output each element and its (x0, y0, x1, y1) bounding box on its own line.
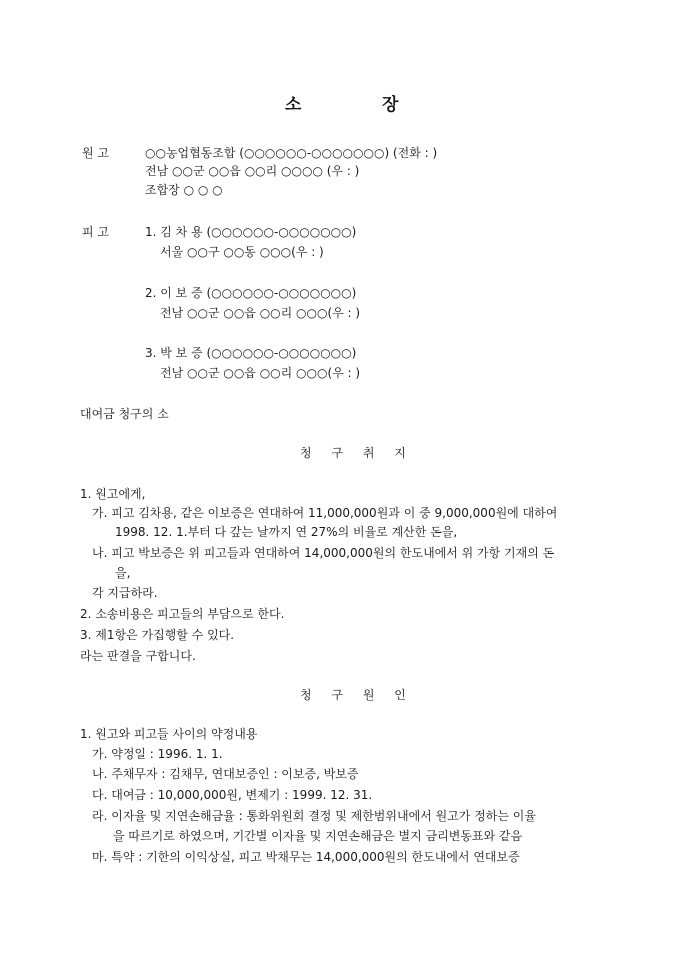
claim-purpose-line: 가. 피고 김차용, 같은 이보증은 연대하여 11,000,000원과 이 중 9,000,000원에 대하여 (92, 506, 558, 520)
plaintiff-representative: 조합장 ○ ○ ○ (145, 183, 223, 197)
claim-cause-heading: 청 구 원 인 (300, 688, 414, 702)
title-char-2: 장 (382, 95, 399, 115)
plaintiff-label: 원 고 (82, 146, 109, 160)
claim-purpose-heading: 청 구 취 지 (300, 446, 414, 460)
claim-cause-line: 을 따르기로 하였으며, 기간별 이자율 및 지연손해금은 별지 금리변동표와 같음 (113, 829, 523, 843)
claim-purpose-line: 3. 제1항은 가집행할 수 있다. (80, 628, 235, 642)
claim-cause-line: 1. 원고와 피고들 사이의 약정내용 (80, 727, 258, 741)
defendant-3-address: 전남 ○○군 ○○읍 ○○리 ○○○(우 : ) (160, 366, 361, 380)
claim-purpose-line: 1998. 12. 1.부터 다 갚는 날까지 연 27%의 비율로 계산한 돈을, (115, 525, 458, 539)
claim-purpose-line: 2. 소송비용은 피고들의 부담으로 한다. (80, 607, 285, 621)
claim-cause-line: 다. 대여금 : 10,000,000원, 변제기 : 1999. 12. 31. (92, 788, 373, 802)
defendant-2-address: 전남 ○○군 ○○읍 ○○리 ○○○(우 : ) (160, 306, 361, 320)
defendant-1-name: 1. 김 차 용 (○○○○○○-○○○○○○○) (145, 225, 357, 239)
title-char-1: 소 (285, 95, 302, 115)
claim-cause-line: 라. 이자율 및 지연손해금율 : 통화위원회 결정 및 제한범위내에서 원고가 정하는 이율 (92, 809, 536, 823)
plaintiff-name: ○○농업협동조합 (○○○○○○-○○○○○○○) (전화 : ) (145, 146, 438, 160)
claim-cause-line: 나. 주채무자 : 김채무, 연대보증인 : 이보증, 박보증 (92, 767, 359, 781)
plaintiff-address: 전남 ○○군 ○○읍 ○○리 ○○○○ (우 : ) (145, 164, 360, 178)
defendant-1-address: 서울 ○○구 ○○동 ○○○(우 : ) (160, 245, 324, 259)
claim-purpose-line: 을, (115, 566, 131, 580)
claim-purpose-line: 나. 피고 박보증은 위 피고들과 연대하여 14,000,000원의 한도내에서 위 가항 기재의 돈 (92, 546, 555, 560)
case-name: 대여금 청구의 소 (80, 407, 169, 421)
defendant-2-name: 2. 이 보 증 (○○○○○○-○○○○○○○) (145, 286, 357, 300)
claim-purpose-line: 각 지급하라. (92, 586, 158, 600)
defendant-3-name: 3. 박 보 증 (○○○○○○-○○○○○○○) (145, 346, 357, 360)
claim-purpose-line: 1. 원고에게, (80, 487, 146, 501)
claim-cause-line: 가. 약정일 : 1996. 1. 1. (92, 747, 223, 761)
defendants-label: 피 고 (82, 225, 109, 239)
claim-purpose-line: 라는 판결을 구합니다. (80, 649, 196, 663)
claim-cause-line: 마. 특약 : 기한의 이익상실, 피고 박채무는 14,000,000원의 한도내에서 연대보증 (92, 850, 520, 864)
